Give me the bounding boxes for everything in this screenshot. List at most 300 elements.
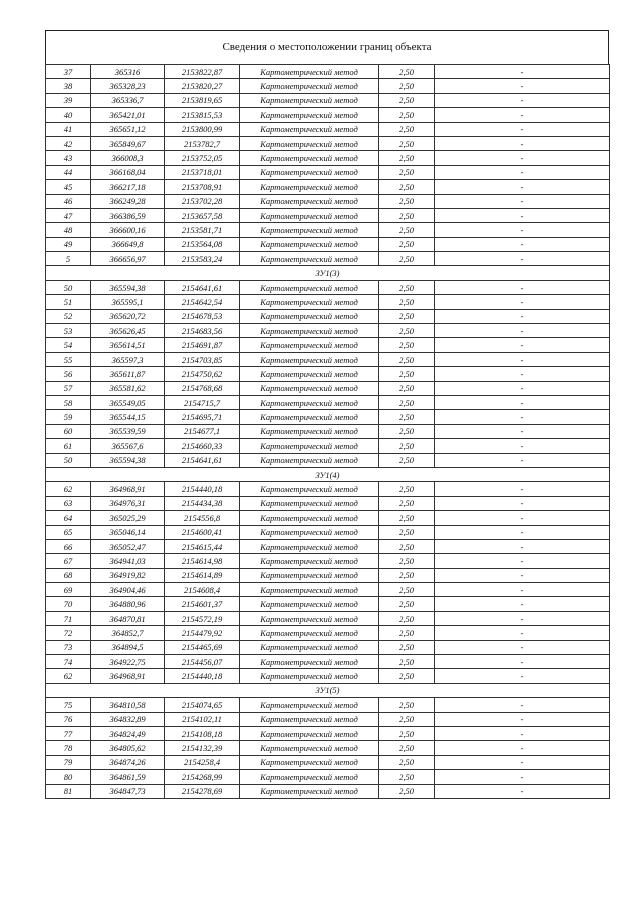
method-cell: Картометрический метод [240,640,379,654]
accuracy-cell: 2,50 [379,525,435,539]
accuracy-cell: 2,50 [379,194,435,208]
accuracy-cell: 2,50 [379,583,435,597]
table-row [46,511,610,525]
table-row [46,539,610,553]
x-coordinate-cell: 365611,87 [91,367,165,381]
accuracy-cell: 2,50 [379,93,435,107]
y-coordinate-cell: 2154695,71 [165,410,240,424]
point-number-cell: 53 [46,324,91,338]
y-coordinate-cell: 2154108,18 [165,726,240,740]
y-coordinate-cell: 2153581,71 [165,223,240,237]
note-cell: - [435,640,610,654]
accuracy-cell: 2,50 [379,655,435,669]
x-coordinate-cell: 366217,18 [91,180,165,194]
point-number-cell: 54 [46,338,91,352]
x-coordinate-cell: 364810,58 [91,698,165,712]
method-cell: Картометрический метод [240,151,379,165]
accuracy-cell: 2,50 [379,352,435,366]
method-cell: Картометрический метод [240,525,379,539]
accuracy-cell: 2,50 [379,237,435,251]
note-cell: - [435,741,610,755]
method-cell: Картометрический метод [240,597,379,611]
x-coordinate-cell: 366656,97 [91,252,165,266]
point-number-cell: 73 [46,640,91,654]
note-cell: - [435,367,610,381]
section-label: ЗУ1(4) [46,467,610,481]
y-coordinate-cell: 2154132,39 [165,741,240,755]
table-row [46,381,610,395]
method-cell: Картометрический метод [240,698,379,712]
note-cell: - [435,496,610,510]
accuracy-cell: 2,50 [379,136,435,150]
note-cell: - [435,784,610,798]
note-cell: - [435,395,610,409]
table-row [46,482,610,496]
note-cell: - [435,93,610,107]
point-number-cell: 45 [46,180,91,194]
accuracy-cell: 2,50 [379,726,435,740]
y-coordinate-cell: 2154683,56 [165,324,240,338]
point-number-cell: 62 [46,669,91,683]
table-row [46,597,610,611]
table-row [46,208,610,222]
point-number-cell: 79 [46,755,91,769]
table-row [46,698,610,712]
y-coordinate-cell: 2154641,61 [165,280,240,294]
accuracy-cell: 2,50 [379,367,435,381]
point-number-cell: 38 [46,79,91,93]
accuracy-cell: 2,50 [379,122,435,136]
point-number-cell: 44 [46,165,91,179]
accuracy-cell: 2,50 [379,108,435,122]
method-cell: Картометрический метод [240,194,379,208]
note-cell: - [435,655,610,669]
accuracy-cell: 2,50 [379,309,435,323]
x-coordinate-cell: 364861,59 [91,770,165,784]
table-row [46,309,610,323]
table-row [46,352,610,366]
y-coordinate-cell: 2154556,8 [165,511,240,525]
table-row [46,151,610,165]
table-row [46,626,610,640]
y-coordinate-cell: 2154258,4 [165,755,240,769]
accuracy-cell: 2,50 [379,424,435,438]
note-cell: - [435,324,610,338]
method-cell: Картометрический метод [240,136,379,150]
point-number-cell: 72 [46,626,91,640]
accuracy-cell: 2,50 [379,698,435,712]
y-coordinate-cell: 2154434,38 [165,496,240,510]
accuracy-cell: 2,50 [379,180,435,194]
point-number-cell: 64 [46,511,91,525]
y-coordinate-cell: 2154479,92 [165,626,240,640]
method-cell: Картометрический метод [240,669,379,683]
note-cell: - [435,108,610,122]
note-cell: - [435,726,610,740]
note-cell: - [435,280,610,294]
point-number-cell: 47 [46,208,91,222]
x-coordinate-cell: 364880,96 [91,597,165,611]
point-number-cell: 69 [46,583,91,597]
table-row [46,741,610,755]
accuracy-cell: 2,50 [379,539,435,553]
note-cell: - [435,309,610,323]
point-number-cell: 39 [46,93,91,107]
note-cell: - [435,568,610,582]
x-coordinate-cell: 364976,31 [91,496,165,510]
point-number-cell: 37 [46,65,91,79]
y-coordinate-cell: 2154641,61 [165,453,240,467]
note-cell: - [435,525,610,539]
accuracy-cell: 2,50 [379,395,435,409]
x-coordinate-cell: 365328,23 [91,79,165,93]
point-number-cell: 59 [46,410,91,424]
table-title: Сведения о местоположении границ объекта [45,30,609,64]
accuracy-cell: 2,50 [379,712,435,726]
x-coordinate-cell: 365544,15 [91,410,165,424]
method-cell: Картометрический метод [240,511,379,525]
note-cell: - [435,669,610,683]
table-row [46,324,610,338]
x-coordinate-cell: 365549,05 [91,395,165,409]
note-cell: - [435,136,610,150]
accuracy-cell: 2,50 [379,755,435,769]
document-sheet [45,30,609,799]
table-row [46,280,610,294]
note-cell: - [435,338,610,352]
accuracy-cell: 2,50 [379,79,435,93]
y-coordinate-cell: 2154440,18 [165,482,240,496]
accuracy-cell: 2,50 [379,151,435,165]
table-row [46,655,610,669]
accuracy-cell: 2,50 [379,496,435,510]
y-coordinate-cell: 2154074,65 [165,698,240,712]
y-coordinate-cell: 2154678,53 [165,309,240,323]
method-cell: Картометрический метод [240,367,379,381]
method-cell: Картометрический метод [240,655,379,669]
point-number-cell: 67 [46,554,91,568]
note-cell: - [435,539,610,553]
x-coordinate-cell: 364870,81 [91,611,165,625]
point-number-cell: 65 [46,525,91,539]
table-row [46,165,610,179]
table-row [46,583,610,597]
method-cell: Картометрический метод [240,280,379,294]
accuracy-cell: 2,50 [379,611,435,625]
table-row [46,122,610,136]
x-coordinate-cell: 364852,7 [91,626,165,640]
table-row [46,554,610,568]
x-coordinate-cell: 365594,38 [91,280,165,294]
x-coordinate-cell: 365336,7 [91,93,165,107]
note-cell: - [435,755,610,769]
note-cell: - [435,583,610,597]
point-number-cell: 51 [46,295,91,309]
note-cell: - [435,424,610,438]
x-coordinate-cell: 365046,14 [91,525,165,539]
note-cell: - [435,554,610,568]
y-coordinate-cell: 2153815,53 [165,108,240,122]
point-number-cell: 70 [46,597,91,611]
y-coordinate-cell: 2154278,69 [165,784,240,798]
point-number-cell: 60 [46,424,91,438]
y-coordinate-cell: 2153800,99 [165,122,240,136]
accuracy-cell: 2,50 [379,511,435,525]
method-cell: Картометрический метод [240,309,379,323]
point-number-cell: 66 [46,539,91,553]
note-cell: - [435,439,610,453]
method-cell: Картометрический метод [240,439,379,453]
table-row [46,338,610,352]
accuracy-cell: 2,50 [379,640,435,654]
table-row [46,223,610,237]
table-row [46,669,610,683]
note-cell: - [435,410,610,424]
x-coordinate-cell: 365614,51 [91,338,165,352]
method-cell: Картометрический метод [240,65,379,79]
y-coordinate-cell: 2154614,89 [165,568,240,582]
x-coordinate-cell: 364904,46 [91,583,165,597]
x-coordinate-cell: 366168,04 [91,165,165,179]
method-cell: Картометрический метод [240,395,379,409]
x-coordinate-cell: 365581,62 [91,381,165,395]
section-label: ЗУ1(5) [46,683,610,697]
method-cell: Картометрический метод [240,93,379,107]
x-coordinate-cell: 365626,45 [91,324,165,338]
accuracy-cell: 2,50 [379,410,435,424]
point-number-cell: 48 [46,223,91,237]
note-cell: - [435,180,610,194]
accuracy-cell: 2,50 [379,784,435,798]
y-coordinate-cell: 2153782,7 [165,136,240,150]
x-coordinate-cell: 364919,82 [91,568,165,582]
table-row [46,712,610,726]
x-coordinate-cell: 364832,89 [91,712,165,726]
accuracy-cell: 2,50 [379,165,435,179]
method-cell: Картометрический метод [240,554,379,568]
accuracy-cell: 2,50 [379,381,435,395]
point-number-cell: 50 [46,280,91,294]
accuracy-cell: 2,50 [379,324,435,338]
y-coordinate-cell: 2154660,33 [165,439,240,453]
accuracy-cell: 2,50 [379,554,435,568]
method-cell: Картометрический метод [240,784,379,798]
boundary-table [45,64,610,799]
point-number-cell: 57 [46,381,91,395]
note-cell: - [435,698,610,712]
note-cell: - [435,151,610,165]
table-row [46,367,610,381]
y-coordinate-cell: 2154601,37 [165,597,240,611]
y-coordinate-cell: 2153820,27 [165,79,240,93]
accuracy-cell: 2,50 [379,626,435,640]
point-number-cell: 61 [46,439,91,453]
x-coordinate-cell: 366386,59 [91,208,165,222]
y-coordinate-cell: 2154715,7 [165,395,240,409]
accuracy-cell: 2,50 [379,597,435,611]
point-number-cell: 49 [46,237,91,251]
note-cell: - [435,626,610,640]
accuracy-cell: 2,50 [379,453,435,467]
note-cell: - [435,482,610,496]
note-cell: - [435,165,610,179]
note-cell: - [435,122,610,136]
x-coordinate-cell: 365594,38 [91,453,165,467]
note-cell: - [435,194,610,208]
x-coordinate-cell: 364894,5 [91,640,165,654]
table-row [46,496,610,510]
point-number-cell: 40 [46,108,91,122]
point-number-cell: 55 [46,352,91,366]
table-row [46,65,610,79]
table-body [46,65,610,799]
x-coordinate-cell: 366600,16 [91,223,165,237]
point-number-cell: 52 [46,309,91,323]
method-cell: Картометрический метод [240,352,379,366]
table-row [46,252,610,266]
y-coordinate-cell: 2154768,68 [165,381,240,395]
point-number-cell: 42 [46,136,91,150]
accuracy-cell: 2,50 [379,741,435,755]
method-cell: Картометрический метод [240,583,379,597]
note-cell: - [435,611,610,625]
y-coordinate-cell: 2153702,28 [165,194,240,208]
accuracy-cell: 2,50 [379,65,435,79]
note-cell: - [435,381,610,395]
accuracy-cell: 2,50 [379,482,435,496]
x-coordinate-cell: 366649,8 [91,237,165,251]
x-coordinate-cell: 365620,72 [91,309,165,323]
table-row [46,568,610,582]
point-number-cell: 63 [46,496,91,510]
y-coordinate-cell: 2154614,98 [165,554,240,568]
point-number-cell: 74 [46,655,91,669]
x-coordinate-cell: 365567,6 [91,439,165,453]
x-coordinate-cell: 364968,91 [91,669,165,683]
y-coordinate-cell: 2153752,05 [165,151,240,165]
section-row [46,467,610,481]
method-cell: Картометрический метод [240,180,379,194]
section-label: ЗУ1(3) [46,266,610,280]
x-coordinate-cell: 365421,01 [91,108,165,122]
table-row [46,439,610,453]
table-row [46,410,610,424]
table-row [46,611,610,625]
point-number-cell: 46 [46,194,91,208]
y-coordinate-cell: 2154465,69 [165,640,240,654]
note-cell: - [435,453,610,467]
point-number-cell: 78 [46,741,91,755]
point-number-cell: 62 [46,482,91,496]
method-cell: Картометрический метод [240,381,379,395]
note-cell: - [435,597,610,611]
y-coordinate-cell: 2153718,01 [165,165,240,179]
y-coordinate-cell: 2154608,4 [165,583,240,597]
y-coordinate-cell: 2154615,44 [165,539,240,553]
point-number-cell: 71 [46,611,91,625]
y-coordinate-cell: 2154677,1 [165,424,240,438]
point-number-cell: 56 [46,367,91,381]
method-cell: Картометрический метод [240,424,379,438]
table-row [46,784,610,798]
table-row [46,640,610,654]
point-number-cell: 50 [46,453,91,467]
note-cell: - [435,295,610,309]
point-number-cell: 77 [46,726,91,740]
section-row [46,266,610,280]
method-cell: Картометрический метод [240,496,379,510]
y-coordinate-cell: 2154572,19 [165,611,240,625]
y-coordinate-cell: 2153583,24 [165,252,240,266]
x-coordinate-cell: 364922,75 [91,655,165,669]
table-row [46,136,610,150]
y-coordinate-cell: 2154691,87 [165,338,240,352]
table-row [46,93,610,107]
method-cell: Картометрический метод [240,237,379,251]
method-cell: Картометрический метод [240,410,379,424]
accuracy-cell: 2,50 [379,669,435,683]
y-coordinate-cell: 2153819,65 [165,93,240,107]
y-coordinate-cell: 2154440,18 [165,669,240,683]
note-cell: - [435,252,610,266]
x-coordinate-cell: 365316 [91,65,165,79]
note-cell: - [435,79,610,93]
y-coordinate-cell: 2154600,41 [165,525,240,539]
table-row [46,770,610,784]
note-cell: - [435,712,610,726]
method-cell: Картометрический метод [240,324,379,338]
accuracy-cell: 2,50 [379,770,435,784]
section-row [46,683,610,697]
x-coordinate-cell: 365025,29 [91,511,165,525]
y-coordinate-cell: 2154102,11 [165,712,240,726]
method-cell: Картометрический метод [240,208,379,222]
method-cell: Картометрический метод [240,770,379,784]
note-cell: - [435,223,610,237]
point-number-cell: 41 [46,122,91,136]
x-coordinate-cell: 365849,67 [91,136,165,150]
table-row [46,108,610,122]
point-number-cell: 5 [46,252,91,266]
accuracy-cell: 2,50 [379,252,435,266]
y-coordinate-cell: 2153822,87 [165,65,240,79]
x-coordinate-cell: 366249,28 [91,194,165,208]
x-coordinate-cell: 364805,62 [91,741,165,755]
method-cell: Картометрический метод [240,539,379,553]
y-coordinate-cell: 2153657,58 [165,208,240,222]
point-number-cell: 43 [46,151,91,165]
note-cell: - [435,65,610,79]
x-coordinate-cell: 364847,73 [91,784,165,798]
point-number-cell: 58 [46,395,91,409]
x-coordinate-cell: 364874,26 [91,755,165,769]
x-coordinate-cell: 364941,03 [91,554,165,568]
x-coordinate-cell: 365651,12 [91,122,165,136]
method-cell: Картометрический метод [240,712,379,726]
x-coordinate-cell: 365539,59 [91,424,165,438]
table-row [46,180,610,194]
table-row [46,395,610,409]
table-row [46,237,610,251]
method-cell: Картометрический метод [240,626,379,640]
note-cell: - [435,352,610,366]
table-row [46,424,610,438]
method-cell: Картометрический метод [240,568,379,582]
accuracy-cell: 2,50 [379,223,435,237]
method-cell: Картометрический метод [240,165,379,179]
accuracy-cell: 2,50 [379,295,435,309]
y-coordinate-cell: 2153564,08 [165,237,240,251]
